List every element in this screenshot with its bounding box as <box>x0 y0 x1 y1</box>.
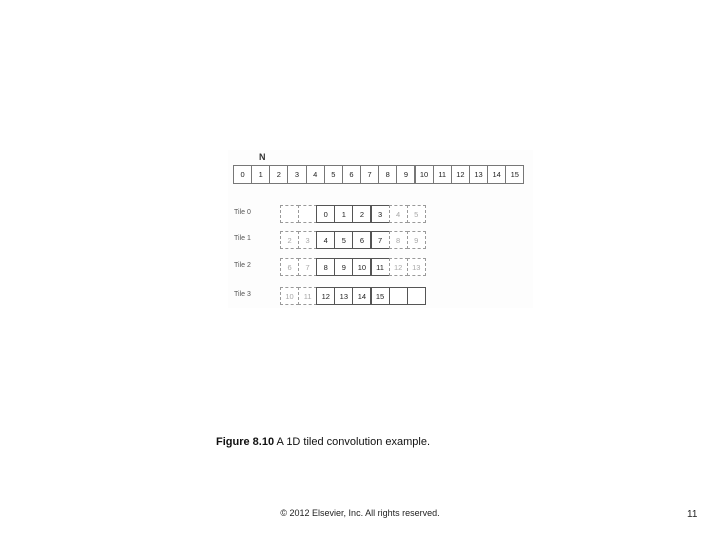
halo-cell: 2 <box>280 231 299 249</box>
tile-cell: 13 <box>334 287 353 305</box>
tile-cell <box>389 287 408 305</box>
tile-cell: 8 <box>316 258 335 276</box>
tile-cell: 1 <box>334 205 353 223</box>
tile-cell: 14 <box>352 287 371 305</box>
tile-label: Tile 0 <box>234 209 251 216</box>
n-array-cell: 11 <box>433 165 452 184</box>
halo-cell: 12 <box>389 258 408 276</box>
n-array-cell: 6 <box>342 165 361 184</box>
n-array-cell: 12 <box>451 165 470 184</box>
caption-text: A 1D tiled convolution example. <box>274 436 431 448</box>
n-array-cell: 13 <box>469 165 488 184</box>
tile-cell: 11 <box>371 258 390 276</box>
n-array-cell: 8 <box>378 165 397 184</box>
halo-cell: 9 <box>407 231 426 249</box>
halo-cell: 13 <box>407 258 426 276</box>
ghost-cell <box>298 205 317 223</box>
halo-cell: 8 <box>389 231 408 249</box>
n-array-cell: 7 <box>360 165 379 184</box>
tile-label: Tile 1 <box>234 235 251 242</box>
tile-cell: 2 <box>352 205 371 223</box>
n-array-cell: 10 <box>415 165 434 184</box>
halo-cell: 11 <box>298 287 317 305</box>
tile-cell: 5 <box>334 231 353 249</box>
tile-label: Tile 2 <box>234 262 251 269</box>
halo-cell: 3 <box>298 231 317 249</box>
halo-cell: 6 <box>280 258 299 276</box>
tile-label: Tile 3 <box>234 291 251 298</box>
tile-cell: 0 <box>316 205 335 223</box>
n-array-label: N <box>259 152 266 162</box>
n-array-cell: 5 <box>324 165 343 184</box>
halo-cell: 7 <box>298 258 317 276</box>
tile-cell: 4 <box>316 231 335 249</box>
page-number: 11 <box>687 509 698 520</box>
figure-number: Figure 8.10 <box>216 436 275 448</box>
figure-caption <box>216 436 430 448</box>
copyright-notice: © 2012 Elsevier, Inc. All rights reserved. <box>280 508 440 518</box>
tile-cell: 10 <box>352 258 371 276</box>
tile-cell: 6 <box>352 231 371 249</box>
tile-cell: 15 <box>371 287 390 305</box>
tile-cell: 9 <box>334 258 353 276</box>
tile-cell: 12 <box>316 287 335 305</box>
n-array-cell: 0 <box>233 165 252 184</box>
n-array-cell: 4 <box>306 165 325 184</box>
n-array-cell: 2 <box>269 165 288 184</box>
halo-cell: 4 <box>389 205 408 223</box>
n-array-cell: 9 <box>396 165 415 184</box>
tile-cell: 3 <box>371 205 390 223</box>
n-array-cell: 14 <box>487 165 506 184</box>
ghost-cell <box>280 205 299 223</box>
tile-cell <box>407 287 426 305</box>
tile-cell: 7 <box>371 231 390 249</box>
n-array-cell: 1 <box>251 165 270 184</box>
n-array-cell: 3 <box>287 165 306 184</box>
n-array-cell: 15 <box>505 165 524 184</box>
halo-cell: 10 <box>280 287 299 305</box>
halo-cell: 5 <box>407 205 426 223</box>
